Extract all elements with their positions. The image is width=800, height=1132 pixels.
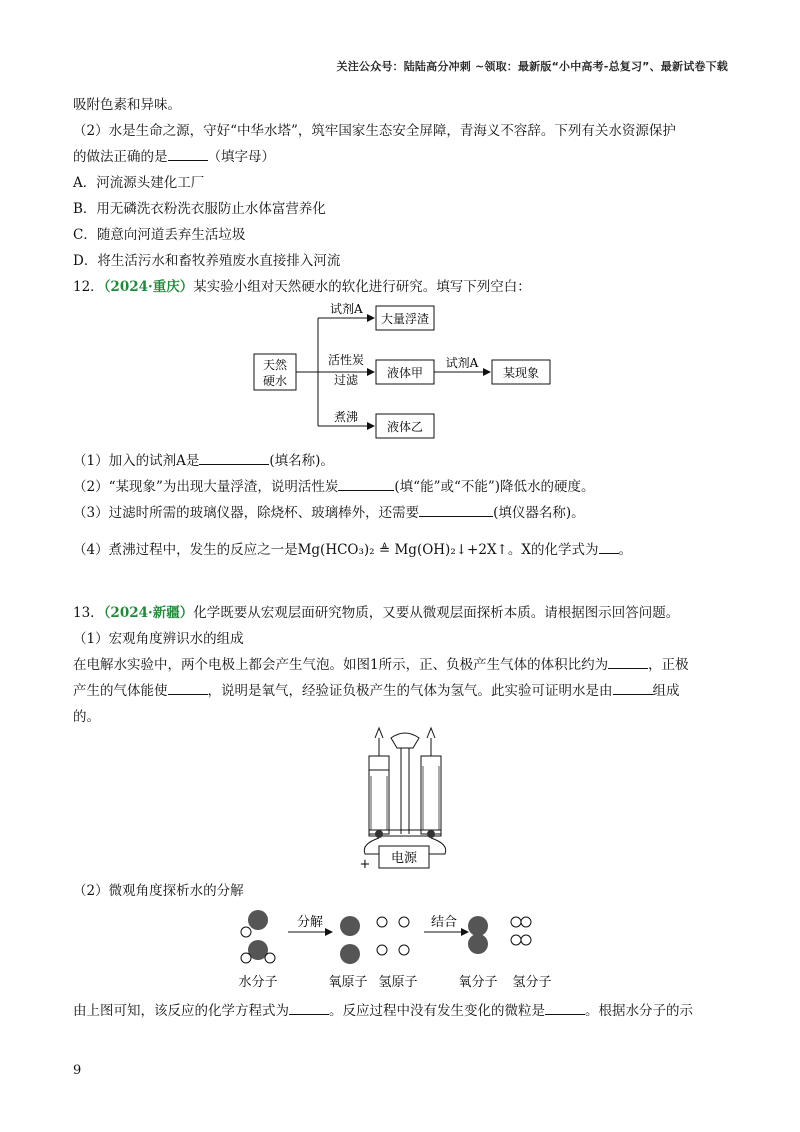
branch1-label: 试剂A xyxy=(330,302,363,316)
branch2-box2: 某现象 xyxy=(502,366,540,380)
q11-option-b: B．用无磷洗衣粉洗衣服防止水体富营养化 xyxy=(73,201,326,217)
q11-option-c: C．随意向河道丢弃生活垃圾 xyxy=(73,227,246,243)
q12-sub3: （3）过滤时所需的玻璃仪器，除烧杯、玻璃棒外，还需要 (填仪器名称)。 xyxy=(73,505,585,521)
electrolysis-apparatus xyxy=(355,726,455,872)
label-oxygen-atom: 氧原子 xyxy=(328,975,368,990)
arrow1-label: 分解 xyxy=(296,915,324,930)
q12-sub2: （2）“某现象”为出现大量浮渣，说明活性炭 (填“能”或“不能”)降低水的硬度。 xyxy=(73,479,595,495)
branch3-label: 煮沸 xyxy=(333,410,359,424)
label-water-molecule: 水分子 xyxy=(238,975,278,990)
q13-part1-line1: 在电解水实验中，两个电极上都会产生气泡。如图1所示，正、负极产生气体的体积比约为 ，正极 xyxy=(73,657,689,673)
q13-part2-title: （2）微观角度探析水的分解 xyxy=(73,883,244,899)
branch3-box: 液体乙 xyxy=(386,420,424,434)
branch2-label-2: 过滤 xyxy=(333,373,359,387)
q13-part1-line2: 产生的气体能使 ，说明是氧气，经验证负极产生的气体为氢气。此实验可证明水是由 组成 xyxy=(73,683,680,699)
q12-sub4: （4）煮沸过程中，发生的反应之一是Mg(HCO₃)₂ ≜ Mg(OH)₂↓+2X↑。X的化学式为 。 xyxy=(73,542,632,558)
plus-sign: + xyxy=(359,857,371,872)
branch2-box: 液体甲 xyxy=(386,366,424,380)
label-oxygen-molecule: 氧分子 xyxy=(458,975,498,990)
q11-part2-line2: 的做法正确的是 （填字母） xyxy=(73,149,275,165)
q12-stem: 12．（2024·重庆）某实验小组对天然硬水的软化进行研究。填写下列空白： xyxy=(73,279,531,295)
start-label-2: 硬水 xyxy=(262,374,288,388)
q13-part1-line3: 的。 xyxy=(73,709,100,725)
q13-stem: 13．（2024·新疆）化学既要从宏观层面研究物质，又要从微观层面探析本质。请根据图示回答问题。 xyxy=(73,605,680,621)
q12-sub1: （1）加入的试剂A是 (填名称)。 xyxy=(73,453,334,469)
branch1-box: 大量浮渣 xyxy=(380,312,430,326)
power-label: 电源 xyxy=(390,851,418,866)
branch2-label2: 试剂A xyxy=(445,356,479,370)
label-hydrogen-molecule: 氢分子 xyxy=(512,975,552,990)
q13-part1-title: （1）宏观角度辨识水的组成 xyxy=(73,631,244,647)
branch2-label-1: 活性炭 xyxy=(327,353,365,367)
q13-part2-line1: 由上图可知，该反应的化学方程式为 。反应过程中没有发生变化的微粒是 。根据水分子的示 xyxy=(73,1003,693,1019)
reaction-formula: Mg(HCO₃)₂ ≜ Mg(OH)₂↓+2X↑ xyxy=(297,542,508,558)
page-header: 关注公众号：陆陆高分冲刺 ~领取：最新版“小中高考-总复习”、最新试卷下载 xyxy=(336,60,728,73)
water-decomposition-diagram xyxy=(236,902,566,994)
start-label-1: 天然 xyxy=(262,358,288,372)
label-hydrogen-atom: 氢原子 xyxy=(378,975,418,990)
arrow2-label: 结合 xyxy=(430,915,458,930)
q11-option-d: D．将生活污水和畜牧养殖废水直接排入河流 xyxy=(73,253,341,269)
q11-part2-line1: （2）水是生命之源，守好“中华水塔”，筑牢国家生态安全屏障，青海义不容辞。下列有关水资源保护 xyxy=(73,123,676,139)
q12-flow-diagram xyxy=(250,298,570,448)
q11-continuation: 吸附色素和异味。 xyxy=(73,97,181,113)
q11-option-a: A．河流源头建化工厂 xyxy=(73,175,205,191)
page-number: 9 xyxy=(73,1063,82,1078)
